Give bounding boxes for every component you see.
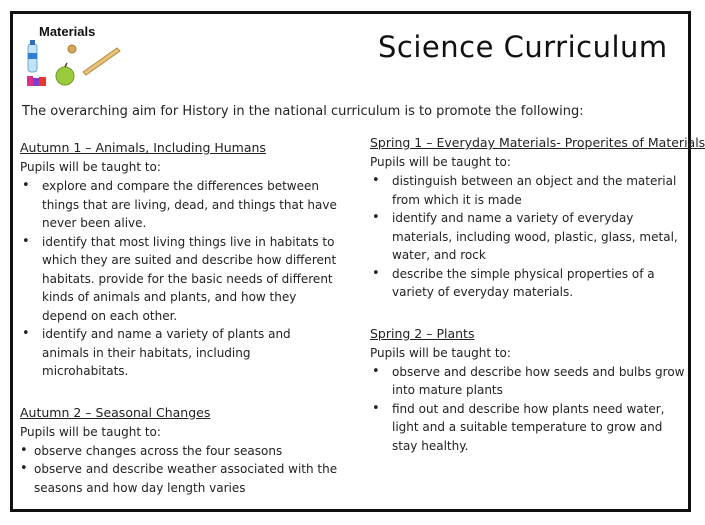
section-heading: Spring 1 – Everyday Materials- Properites of Materials	[370, 135, 705, 150]
list-item: • observe and describe weather associated with the seasons and how day length varies	[20, 460, 340, 497]
section-spring-1	[370, 133, 705, 302]
list-item: • observe changes across the four seasons	[20, 442, 340, 461]
objectives-list	[370, 172, 688, 302]
section-subheading: Pupils will be taught to:	[370, 155, 511, 169]
section-subheading: Pupils will be taught to:	[370, 345, 511, 360]
list-item: • explore and compare the differences between things that are living, dead, and things that have never been alive.	[20, 177, 340, 233]
list-item: • find out and describe how plants need water, light and a suitable temperature to grow and stay healthy.	[370, 400, 688, 456]
section-heading: Spring 2 – Plants	[370, 325, 475, 341]
section-autumn-2	[20, 403, 340, 498]
page-title: Science Curriculum	[378, 30, 668, 64]
section-heading: Autumn 2 – Seasonal Changes	[20, 404, 211, 420]
logo-label: Materials	[39, 24, 96, 39]
objectives-list	[20, 442, 340, 498]
right-column	[370, 133, 705, 477]
list-item: • identify that most living things live in habitats to which they are suited and describe how different habitats. provide for the basic needs of different kinds of animals and plants, and how they depend on each other.	[20, 233, 340, 326]
section-autumn-1	[20, 138, 340, 381]
materials-logo	[25, 24, 125, 94]
objectives-list	[370, 363, 688, 456]
left-column	[20, 138, 340, 519]
objectives-list	[20, 177, 340, 381]
section-subheading: Pupils will be taught to:	[20, 160, 161, 174]
section-spring-2	[370, 324, 688, 456]
materials-clipart-icon	[25, 36, 125, 94]
intro-text: The overarching aim for History in the national curriculum is to promote the following:	[22, 104, 584, 119]
section-subheading: Pupils will be taught to:	[20, 424, 161, 439]
list-item: • describe the simple physical properties of a variety of everyday materials.	[370, 265, 688, 302]
list-item: • identify and name a variety of plants and animals in their habitats, including microhabitats.	[20, 325, 340, 381]
list-item: • distinguish between an object and the material from which it is made	[370, 172, 688, 209]
list-item: • identify and name a variety of everyday materials, including wood, plastic, glass, metal, water, and rock	[370, 209, 688, 265]
section-heading: Autumn 1 – Animals, Including Humans	[20, 140, 266, 155]
list-item: • observe and describe how seeds and bulbs grow into mature plants	[370, 363, 688, 400]
